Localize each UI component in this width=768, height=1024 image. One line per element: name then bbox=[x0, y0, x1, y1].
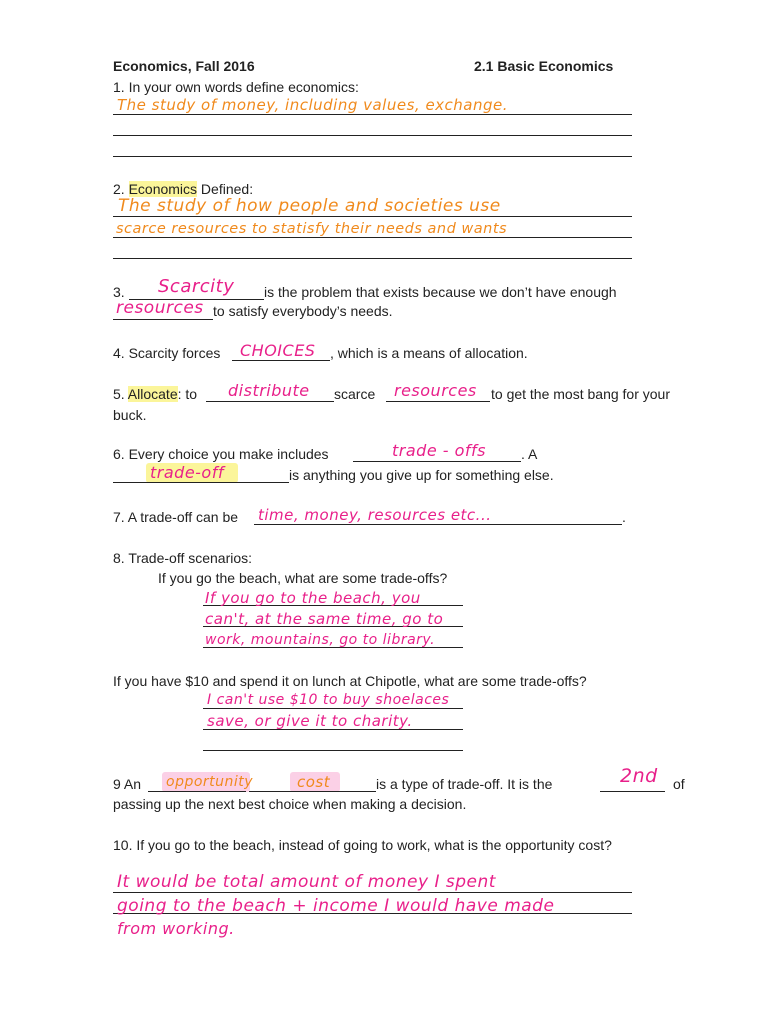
q5-blank-2 bbox=[386, 401, 490, 402]
q8-title: 8. Trade-off scenarios: bbox=[113, 550, 253, 566]
q8-chipotle-line-3 bbox=[203, 750, 463, 751]
q4-text-2: , which is a means of allocation. bbox=[330, 345, 528, 361]
q10-handwritten-answer-2: going to the beach + income I would have made bbox=[117, 896, 555, 916]
worksheet-course-title: Economics, Fall 2016 bbox=[113, 58, 255, 74]
q3-handwritten-answer-1: Scarcity bbox=[158, 276, 235, 297]
q1-answer-line-2 bbox=[113, 135, 632, 136]
q2-handwritten-answer-1: The study of how people and societies use bbox=[118, 196, 501, 216]
q6-blank-1 bbox=[353, 461, 521, 462]
q9-text-4: passing up the next best choice when making a decision. bbox=[113, 796, 467, 812]
q8-beach-answer-3: work, mountains, go to library. bbox=[205, 632, 436, 648]
q2-term-highlight: Economics bbox=[128, 181, 198, 197]
q9-blank-3 bbox=[600, 791, 665, 792]
q3-blank-2 bbox=[113, 319, 213, 320]
q10-handwritten-answer-3: from working. bbox=[117, 919, 235, 938]
q7-end: . bbox=[622, 509, 626, 525]
q7-handwritten-answer: time, money, resources etc... bbox=[258, 506, 492, 524]
q3-number: 3. bbox=[113, 284, 125, 300]
q10-answer-line-1 bbox=[113, 892, 632, 893]
q5-text-4: buck. bbox=[113, 407, 147, 423]
q10-prompt: 10. If you go to the beach, instead of going to work, what is the opportunity cost? bbox=[113, 837, 612, 853]
q9-handwritten-answer-3: 2nd bbox=[620, 765, 658, 787]
q9-handwritten-answer-2: cost bbox=[297, 773, 331, 791]
q1-handwritten-answer: The study of money, including values, exchange. bbox=[117, 96, 509, 114]
q4-text: 4. Scarcity forces bbox=[113, 345, 221, 361]
q3-text-1: is the problem that exists because we don’t have enough bbox=[264, 284, 617, 300]
q7-text: 7. A trade-off can be bbox=[113, 509, 239, 525]
q5-text-3: to get the most bang for your bbox=[491, 386, 670, 402]
q8-prompt-chipotle: If you have $10 and spend it on lunch at Chipotle, what are some trade-offs? bbox=[113, 673, 587, 689]
q8-chipotle-answer-1: I can't use $10 to buy shoelaces bbox=[207, 692, 450, 708]
q2-number: 2. bbox=[113, 181, 129, 197]
q6-text-1: 6. Every choice you make includes bbox=[113, 446, 329, 462]
q5-term-highlight: Allocate bbox=[127, 386, 178, 402]
q1-prompt: 1. In your own words define economics: bbox=[113, 79, 359, 95]
q6-handwritten-answer-2: trade-off bbox=[150, 463, 224, 482]
q9-handwritten-answer-1: opportunity bbox=[166, 774, 254, 790]
q5-handwritten-answer-2: resources bbox=[394, 381, 477, 400]
q5-number: 5. bbox=[113, 386, 128, 402]
q5-text-2: scarce bbox=[334, 386, 376, 402]
q5-line-1 bbox=[113, 386, 197, 403]
q3-handwritten-answer-2: resources bbox=[116, 298, 204, 318]
q2-handwritten-answer-2: scarce resources to statisfy their needs and wants bbox=[116, 221, 508, 237]
q5-text-1: : to bbox=[177, 386, 198, 402]
q1-answer-line-3 bbox=[113, 156, 632, 157]
q8-beach-answer-2: can't, at the same time, go to bbox=[205, 610, 444, 628]
q2-label: Defined: bbox=[197, 181, 254, 197]
q2-answer-line-1 bbox=[113, 216, 632, 217]
q2-answer-line-3 bbox=[113, 258, 632, 259]
q3-text-2: to satisfy everybody’s needs. bbox=[213, 303, 393, 319]
q9-text-2: is a type of trade-off. It is the bbox=[376, 776, 553, 792]
q5-blank-1 bbox=[206, 401, 334, 402]
q6-text-2: . A bbox=[521, 446, 538, 462]
q9-text-1: 9 An bbox=[113, 776, 142, 792]
q6-text-3: is anything you give up for something else. bbox=[289, 467, 554, 483]
q9-text-3: of bbox=[673, 776, 685, 792]
q10-handwritten-answer-1: It would be total amount of money I spent bbox=[117, 872, 496, 892]
q8-beach-answer-1: If you go to the beach, you bbox=[205, 589, 421, 607]
q8-chipotle-answer-2: save, or give it to charity. bbox=[207, 712, 413, 730]
q8-prompt-beach: If you go the beach, what are some trade-offs? bbox=[158, 570, 448, 586]
q4-handwritten-answer: CHOICES bbox=[240, 341, 316, 360]
worksheet-section-title: 2.1 Basic Economics bbox=[474, 58, 614, 74]
q5-handwritten-answer-1: distribute bbox=[228, 381, 310, 400]
q6-handwritten-answer-1: trade - offs bbox=[392, 441, 486, 460]
